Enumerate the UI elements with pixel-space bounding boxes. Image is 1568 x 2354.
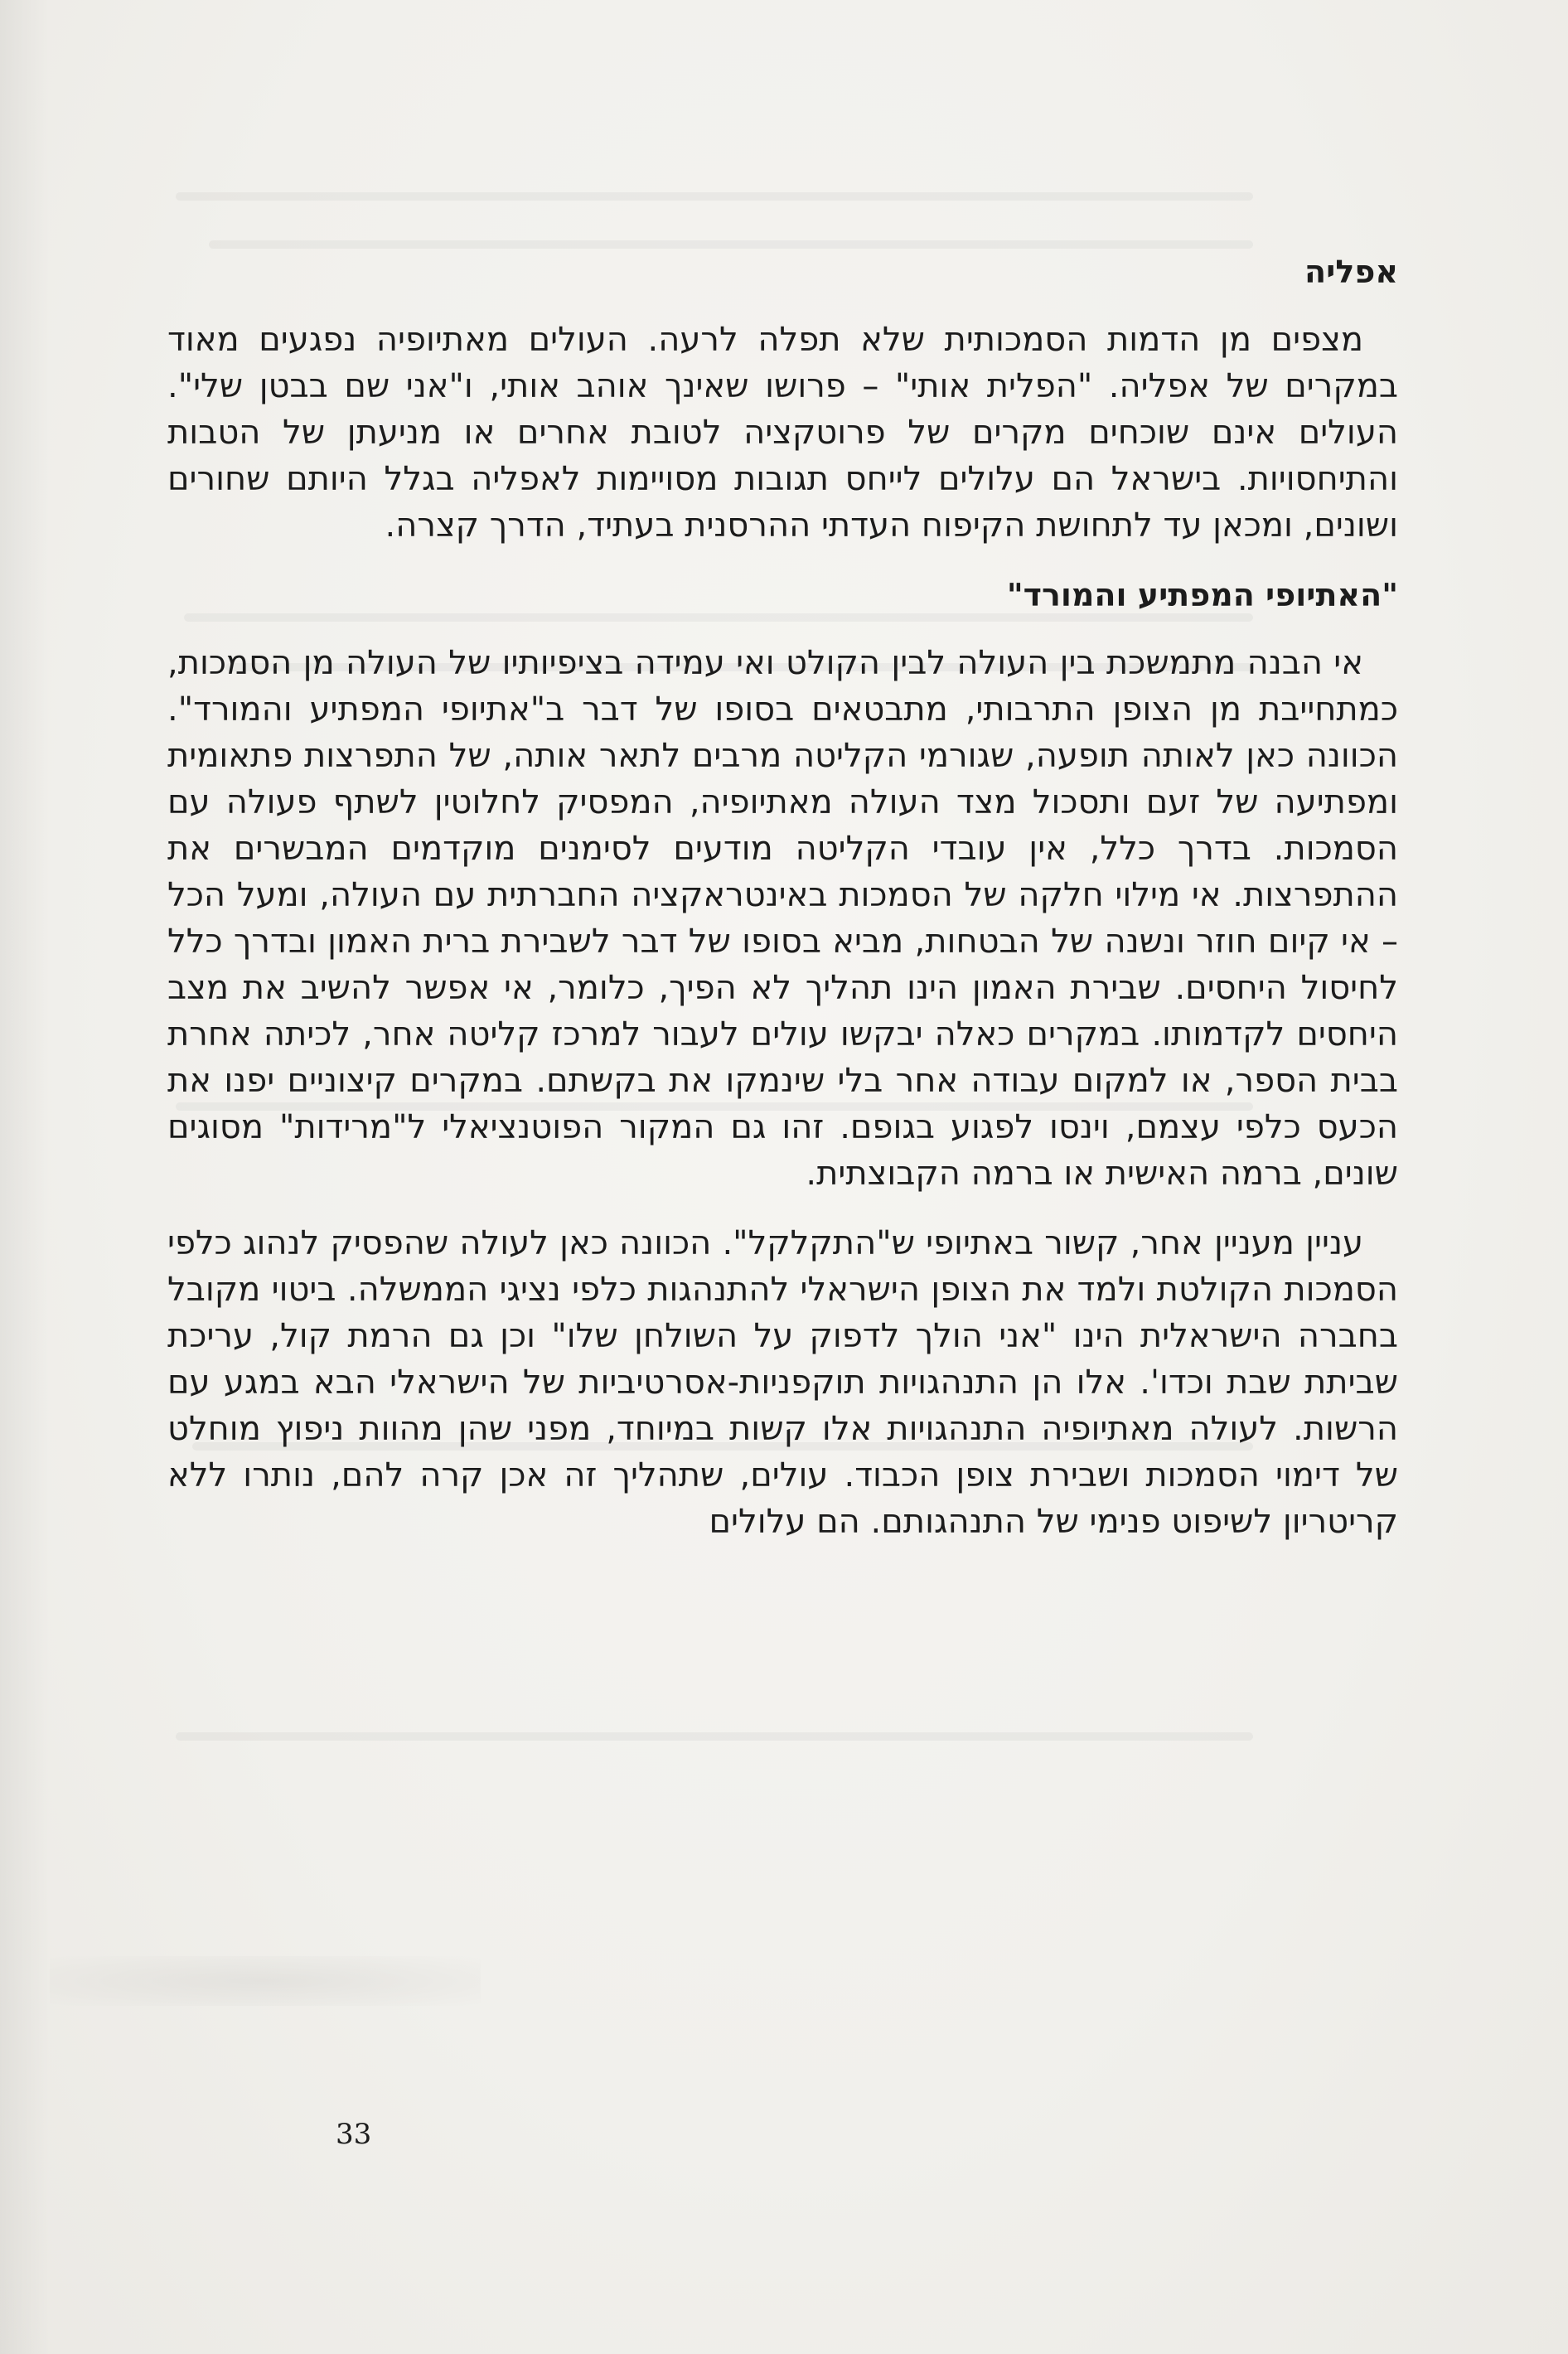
bleed-through-line (176, 192, 1253, 201)
bleed-through-line (209, 240, 1253, 249)
text-body (167, 249, 1398, 1568)
paragraph-text: עניין מעניין אחר, קשור באתיופי ש"התקלקל". הכוונה כאן לעולה שהפסיק לנהוג כלפי הסמכות הקולטת ולמד את הצופן הישראלי להתנהגות כלפי נציגי הממשלה. ביטוי מקובל בחברה הישראלית הינו "אני הולך לדפוק על השולחן שלו" וכן גם הרמת קול, עריכת שביתת שבת וכדו'. אלו הן התנהגויות תוקפניות-אסרטיביות של הישראלי הבא במגע עם הרשות. לעולה מאתיופיה התנהגויות אלו קשות במיוחד, מפני שהן מהוות ניפוץ מוחלט של דימוי הסמכות ושבירת צופן הכבוד. עולים, שתהליך זה אכן קרה להם, נותרו ללא קריטריון לשיפוט פנימי של התנהגותם. הם עלולים (167, 1224, 1398, 1541)
section-heading-surprising-rebel: "האתיופי המפתיע והמורד" (1006, 577, 1398, 613)
section-heading-discrimination: אפליה (1304, 254, 1398, 290)
bleed-through-line (176, 1732, 1253, 1741)
paragraph-text: מצפים מן הדמות הסמכותית שלא תפלה לרעה. העולים מאתיופיה נפגעים מאוד במקרים של אפליה. "הפלית אותי" – פרושו שאינך אוהב אותי, ו"אני שם בבטן שלי". העולים אינם שוכחים מקרים של פרוטקציה לטובת אחרים או מניעתן של הטבות והתיחסויות. בישראל הם עלולים לייחס תגובות מסויימות לאפליה בגלל היותם שחורים ושונים, ומכאן עד לתחושת הקיפוח העדתי ההרסנית בעתיד, הדרך קצרה. (167, 321, 1398, 545)
page-number: 33 (336, 2118, 372, 2151)
page-smudge (50, 1956, 481, 2006)
paragraph-misunderstanding (167, 640, 1398, 1197)
paragraph-discrimination (167, 317, 1398, 549)
page-edge-shadow (0, 0, 50, 2354)
paragraph-spoiled (167, 1220, 1398, 1545)
paragraph-text: אי הבנה מתמשכת בין העולה לבין הקולט ואי עמידה בציפיותיו של העולה מן הסמכות, כמתחייבת מן הצופן התרבותי, מתבטאים בסופו של דבר ב"אתיופי המפתיע והמורד". הכוונה כאן לאותה תופעה, שגורמי הקליטה מרבים לתאר אותה, של התפרצות פתאומית ומפתיעה של זעם ותסכול מצד העולה מאתיופיה, המפסיק לחלוטין לשתף פעולה עם הסמכות. בדרך כלל, אין עובדי הקליטה מודעים לסימנים מוקדמים המבשרים את ההתפרצות. אי מילוי חלקה של הסמכות באינטראקציה החברתית עם העולה, ומעל הכל – אי קיום חוזר ונשנה של הבטחות, מביא בסופו של דבר לשבירת ברית האמון ובדרך כלל לחיסול היחסים. שבירת האמון הינו תהליך לא הפיך, כלומר, אי אפשר להשיב את מצב היחסים לקדמותו. במקרים כאלה יבקשו עולים לעבור למרכז קליטה אחר, לכיתה אחרת בבית הספר, או למקום עבודה אחר בלי שינמקו את בקשתם. במקרים קיצוניים יפנו את הכעס כלפי עצמם, וינסו לפגוע בגופם. זהו גם המקור הפוטנציאלי ל"מרידות" מסוגים שונים, ברמה האישית או ברמה הקבוצתית. (167, 644, 1398, 1193)
